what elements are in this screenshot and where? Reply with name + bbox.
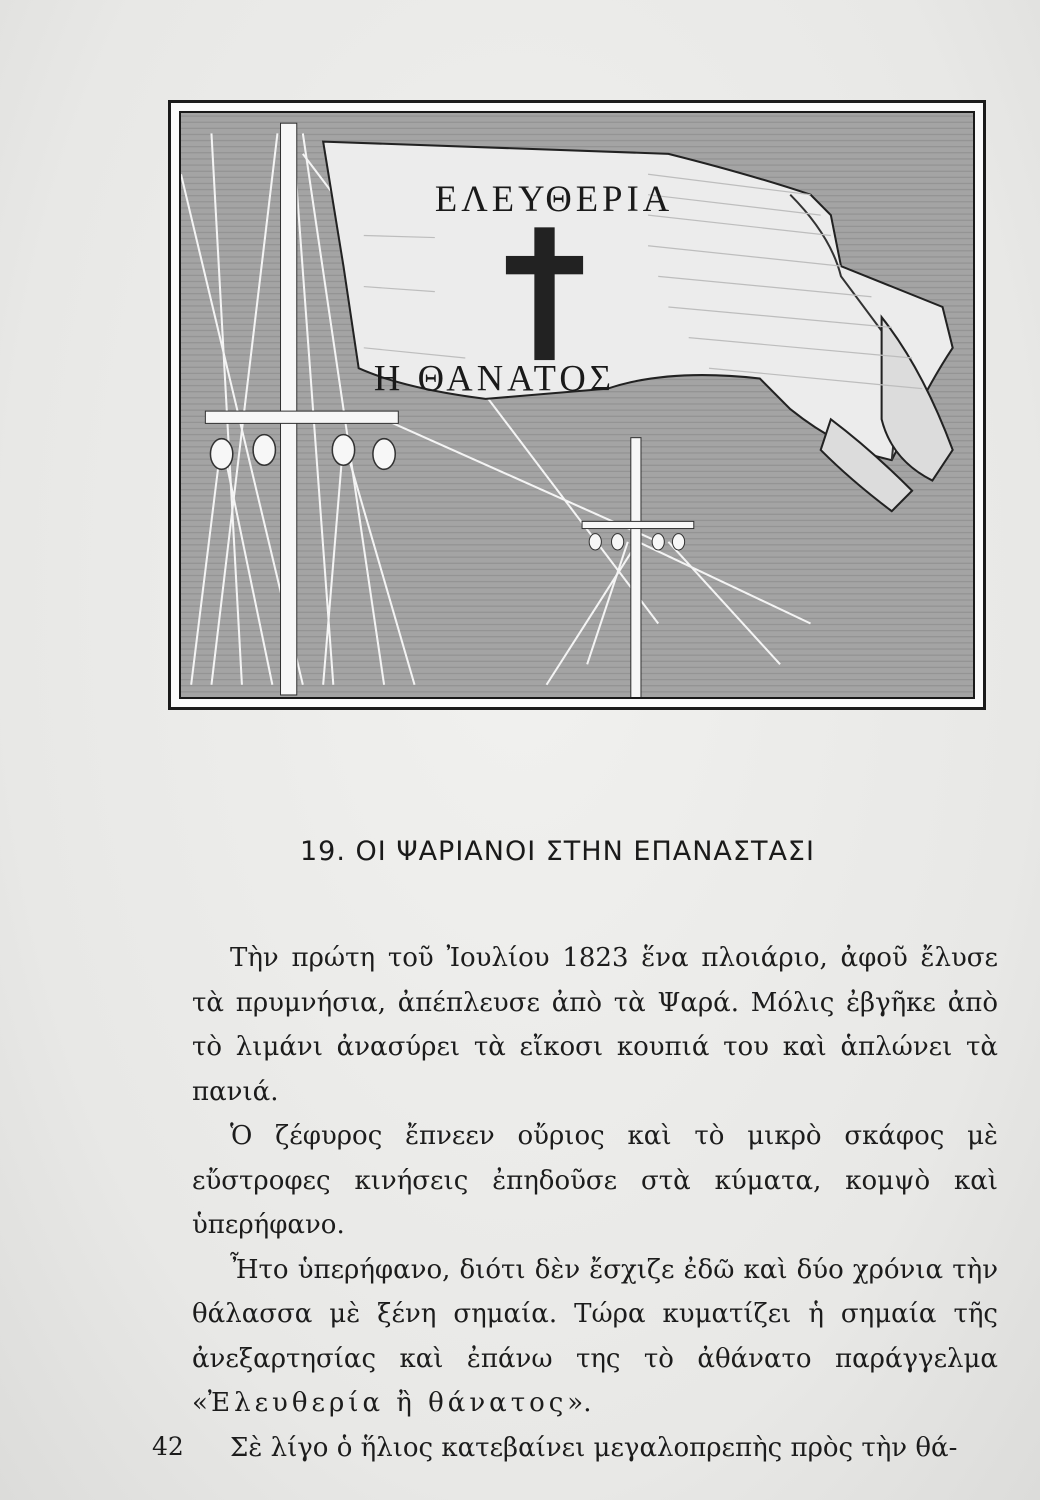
motto-text: Ἐλευθερία ἢ θάνατος bbox=[207, 1388, 568, 1418]
paragraph-1: Τὴν πρώτη τοῦ Ἰουλίου 1823 ἕνα πλοιάριο, ἀφοῦ ἔλυσε τὰ πρυμνήσια, ἀπέπλευσε ἀπὸ τὰ Ψαρά. Μόλις ἐβγῆκε ἀπὸ τὸ λιμάνι ἀνασύρει τὰ εἴκοσι κουπιά του καὶ ἁπλώνει τὰ πανιά. bbox=[192, 943, 998, 1107]
paragraph-3-end: ». bbox=[567, 1388, 592, 1418]
page-number: 42 bbox=[152, 1432, 184, 1461]
fore-mast bbox=[631, 438, 641, 697]
banner-bottom-text: Η ΘΑΝΑΤΟΣ bbox=[373, 357, 616, 399]
paragraph-2: Ὁ ζέφυρος ἔπνεεν οὔριος καὶ τὸ μικρὸ σκάφος μὲ εὔστροφες κινήσεις ἐπηδοῦσε στὰ κύματα, κομψὸ καὶ ὑπερήφανο. bbox=[192, 1121, 998, 1240]
flag-illustration bbox=[168, 100, 986, 710]
banner-top-text: ΕΛΕΥΘΕΡΙΑ bbox=[434, 177, 674, 220]
fore-yard bbox=[582, 521, 694, 528]
main-yard bbox=[205, 411, 398, 423]
paragraph-3 bbox=[192, 1248, 998, 1426]
chapter-title: 19. ΟΙ ΨΑΡΙΑΝΟΙ ΣΤΗΝ ΕΠΑΝΑΣΤΑΣΙ bbox=[300, 836, 815, 867]
illustration-frame bbox=[179, 111, 975, 699]
paragraph-3-text: Ἦτο ὑπερήφανο, διότι δὲν ἔσχιζε ἐδῶ καὶ δύο χρόνια τὴν θάλασσα μὲ ξένη σημαία. Τώρα κυματίζει ἡ σημαία τῆς ἀνεξαρτησίας καὶ ἐπάνω της τὸ ἀθάνατο παράγγελμα « bbox=[192, 1254, 998, 1418]
main-mast bbox=[281, 123, 297, 695]
flag-engraving bbox=[181, 113, 973, 697]
chapter-body bbox=[192, 936, 998, 1470]
paragraph-4: Σὲ λίγο ὁ ἥλιος κατεβαίνει μεγαλοπρεπὴς πρὸς τὴν θά- bbox=[230, 1432, 958, 1463]
cross-icon bbox=[534, 227, 554, 360]
